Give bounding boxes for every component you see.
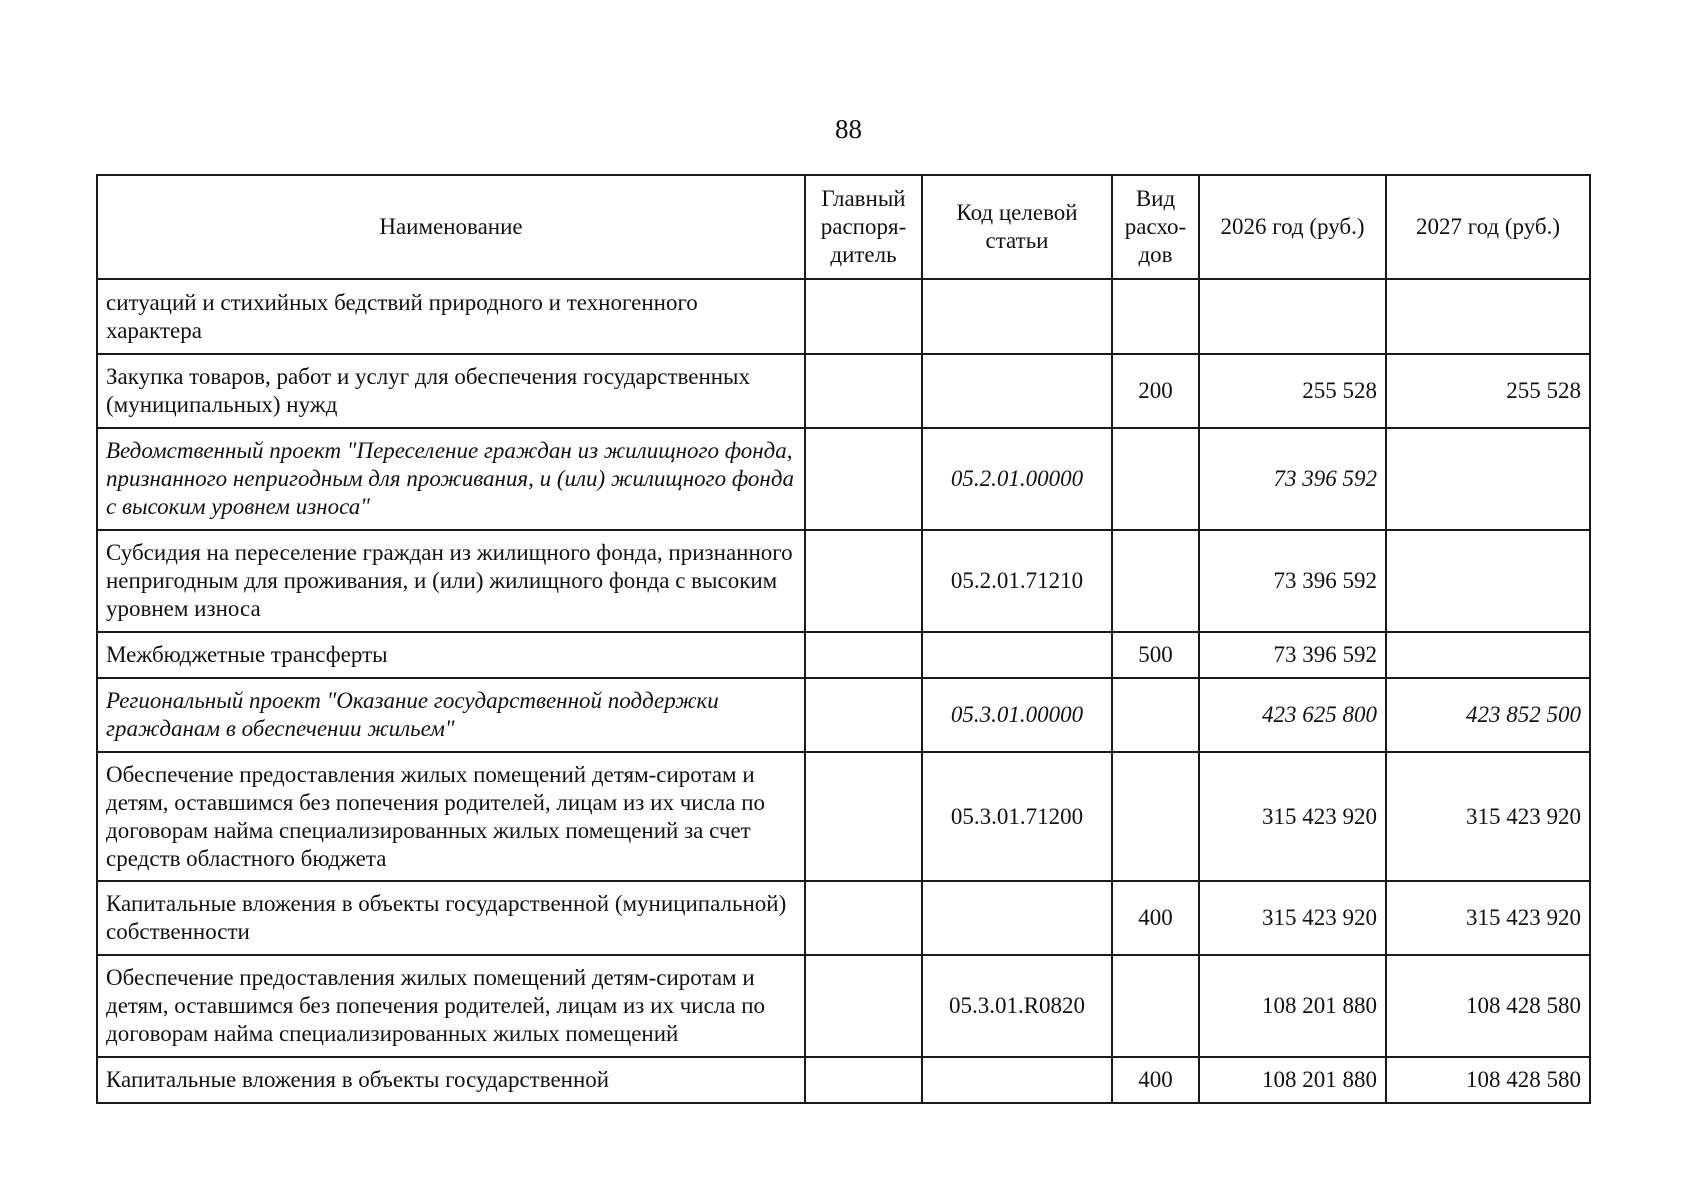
- row-amount-2026: 108 201 880: [1199, 1057, 1386, 1103]
- row-amount-2026: 315 423 920: [1199, 752, 1386, 881]
- row-code: [922, 1057, 1112, 1103]
- table-row: [97, 955, 1590, 1057]
- table-row: [97, 530, 1590, 632]
- row-manager: [805, 632, 922, 678]
- row-name: Капитальные вложения в объекты государственной (муниципальной) собственности: [97, 881, 805, 955]
- row-code: 05.3.01.00000: [922, 678, 1112, 752]
- row-manager: [805, 530, 922, 632]
- table-row: [97, 632, 1590, 678]
- row-name: Межбюджетные трансферты: [97, 632, 805, 678]
- header-name: Наименование: [97, 175, 805, 279]
- row-amount-2027: 108 428 580: [1386, 955, 1590, 1057]
- row-name: Субсидия на переселение граждан из жилищного фонда, признанного непригодным для проживания, и (или) жилищного фонда с высоким уровнем износа: [97, 530, 805, 632]
- row-name: Капитальные вложения в объекты государственной: [97, 1057, 805, 1103]
- row-code: [922, 279, 1112, 354]
- row-expense-type: 500: [1112, 632, 1199, 678]
- row-amount-2027: 423 852 500: [1386, 678, 1590, 752]
- header-code: Код целевой статьи: [922, 175, 1112, 279]
- row-expense-type: [1112, 678, 1199, 752]
- row-code: 05.3.01.R0820: [922, 955, 1112, 1057]
- row-manager: [805, 428, 922, 530]
- row-manager: [805, 354, 922, 428]
- row-amount-2026: 73 396 592: [1199, 632, 1386, 678]
- row-amount-2027: [1386, 279, 1590, 354]
- row-expense-type: 400: [1112, 881, 1199, 955]
- row-name: Обеспечение предоставления жилых помещений детям-сиротам и детям, оставшимся без попечения родителей, лицам из их числа по договорам найма специализированных жилых помещений: [97, 955, 805, 1057]
- header-expense-type: Вид расхо-дов: [1112, 175, 1199, 279]
- row-amount-2026: 315 423 920: [1199, 881, 1386, 955]
- row-name: Ведомственный проект "Переселение граждан из жилищного фонда, признанного непригодным для проживания, и (или) жилищного фонда с высоким уровнем износа": [97, 428, 805, 530]
- row-manager: [805, 752, 922, 881]
- row-expense-type: [1112, 752, 1199, 881]
- row-code: [922, 632, 1112, 678]
- row-amount-2026: 73 396 592: [1199, 428, 1386, 530]
- table-header-row: [97, 175, 1590, 279]
- page-number: 88: [835, 114, 862, 144]
- row-name: Закупка товаров, работ и услуг для обеспечения государственных (муниципальных) нужд: [97, 354, 805, 428]
- table-row: [97, 279, 1590, 354]
- header-manager: Главный распоря-дитель: [805, 175, 922, 279]
- row-name: ситуаций и стихийных бедствий природного и техногенного характера: [97, 279, 805, 354]
- row-code: [922, 881, 1112, 955]
- table-row: [97, 1057, 1590, 1103]
- header-year-2027: 2027 год (руб.): [1386, 175, 1590, 279]
- row-code: 05.2.01.71210: [922, 530, 1112, 632]
- table-row: [97, 428, 1590, 530]
- row-amount-2027: [1386, 632, 1590, 678]
- row-amount-2027: [1386, 428, 1590, 530]
- table-row: [97, 354, 1590, 428]
- row-code: [922, 354, 1112, 428]
- row-amount-2026: 423 625 800: [1199, 678, 1386, 752]
- row-amount-2027: 315 423 920: [1386, 881, 1590, 955]
- budget-table: [96, 174, 1591, 1104]
- header-year-2026: 2026 год (руб.): [1199, 175, 1386, 279]
- row-manager: [805, 955, 922, 1057]
- row-expense-type: [1112, 955, 1199, 1057]
- row-expense-type: [1112, 279, 1199, 354]
- table-row: [97, 752, 1590, 881]
- row-manager: [805, 678, 922, 752]
- row-expense-type: 400: [1112, 1057, 1199, 1103]
- row-amount-2026: 73 396 592: [1199, 530, 1386, 632]
- row-expense-type: [1112, 428, 1199, 530]
- table-body: [97, 279, 1590, 1103]
- row-amount-2026: 255 528: [1199, 354, 1386, 428]
- row-amount-2027: 255 528: [1386, 354, 1590, 428]
- row-name: Региональный проект "Оказание государственной поддержки гражданам в обеспечении жильем": [97, 678, 805, 752]
- row-manager: [805, 279, 922, 354]
- row-amount-2026: [1199, 279, 1386, 354]
- row-expense-type: 200: [1112, 354, 1199, 428]
- table-row: [97, 881, 1590, 955]
- row-code: 05.2.01.00000: [922, 428, 1112, 530]
- row-amount-2027: 108 428 580: [1386, 1057, 1590, 1103]
- row-code: 05.3.01.71200: [922, 752, 1112, 881]
- table-row: [97, 678, 1590, 752]
- row-amount-2027: [1386, 530, 1590, 632]
- row-amount-2026: 108 201 880: [1199, 955, 1386, 1057]
- row-manager: [805, 881, 922, 955]
- row-amount-2027: 315 423 920: [1386, 752, 1590, 881]
- row-expense-type: [1112, 530, 1199, 632]
- row-manager: [805, 1057, 922, 1103]
- row-name: Обеспечение предоставления жилых помещений детям-сиротам и детям, оставшимся без попечения родителей, лицам из их числа по договорам найма специализированных жилых помещений за счет средств областного бюджета: [97, 752, 805, 881]
